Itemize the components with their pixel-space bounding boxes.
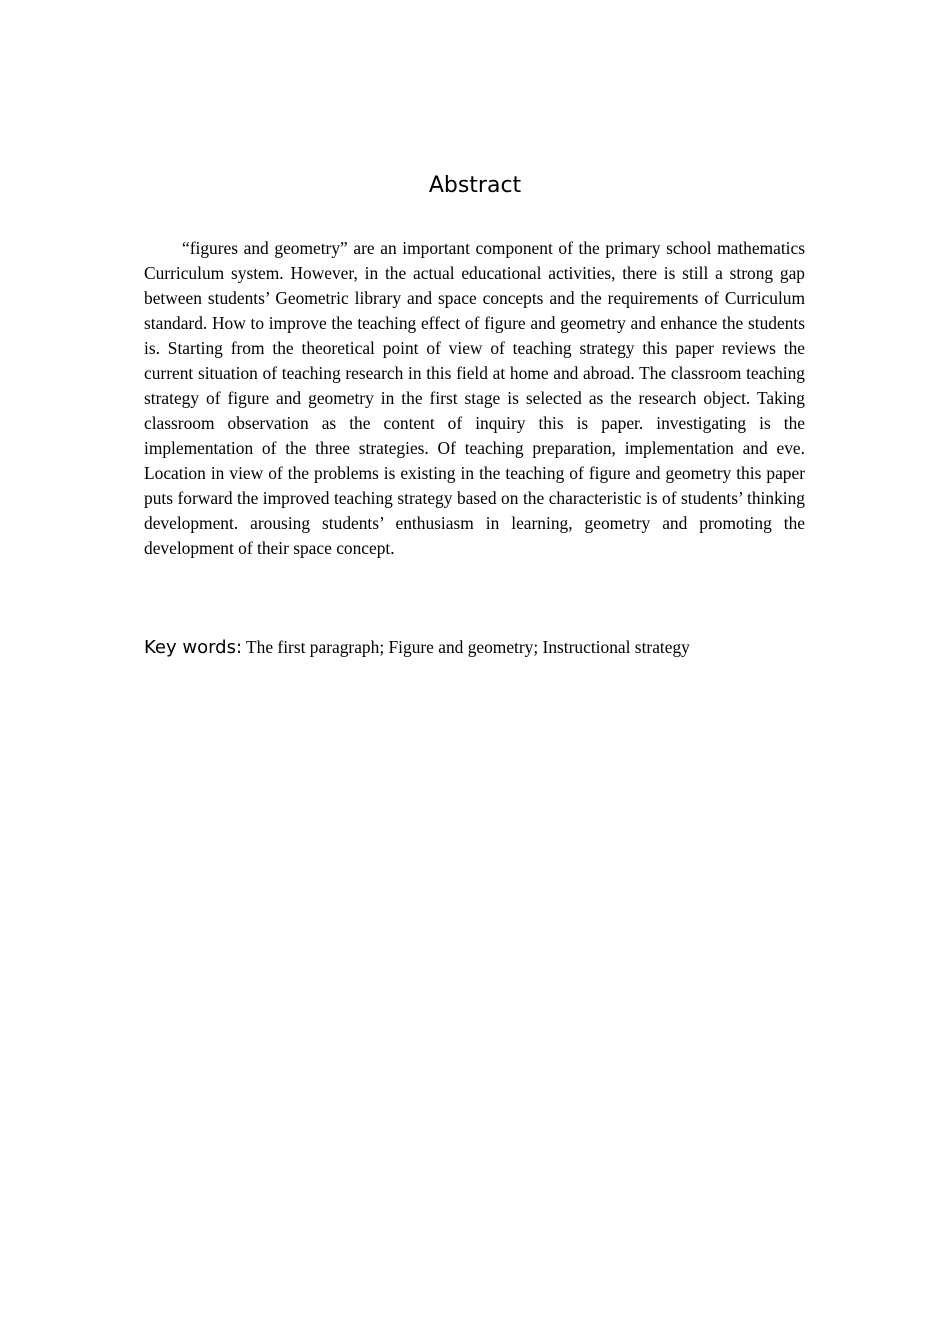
keywords-label: Key words: xyxy=(144,637,243,658)
keywords-line xyxy=(144,634,805,662)
keywords-value: The first paragraph; Figure and geometry; Instructional strategy xyxy=(246,637,690,657)
abstract-paragraph: “figures and geometry” are an important component of the primary school mathematics Curriculum system. However, in the actual educational activities, there is still a strong gap between students’ Geometric library and space concepts and the requirements of Curriculum standard. How to improve the teaching effect of figure and geometry and enhance the students is. Starting from the theoretical point of view of teaching strategy this paper reviews the current situation of teaching research in this field at home and abroad. The classroom teaching strategy of figure and geometry in the first stage is selected as the research object. Taking classroom observation as the content of inquiry this is paper. investigating is the implementation of the three strategies. Of teaching preparation, implementation and eve. Location in view of the problems is existing in the teaching of figure and geometry this paper puts forward the improved teaching strategy based on the characteristic is of students’ thinking development. arousing students’ enthusiasm in learning, geometry and promoting the development of their space concept. xyxy=(144,238,805,558)
abstract-title: Abstract xyxy=(428,173,522,198)
